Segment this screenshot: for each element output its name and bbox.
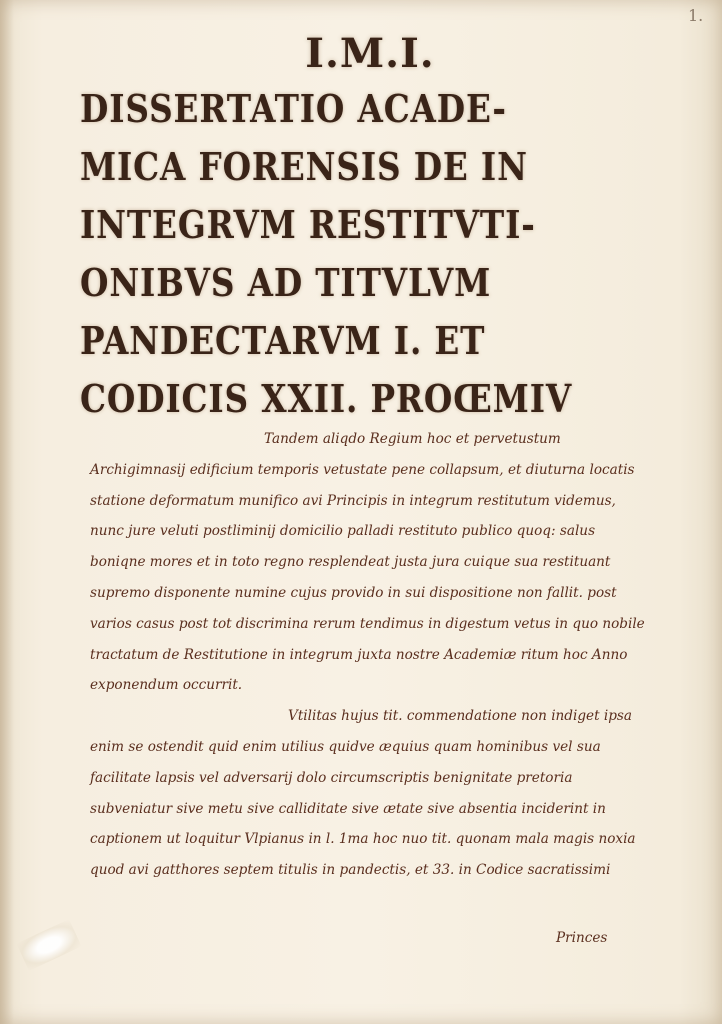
paper-damage	[16, 919, 81, 971]
title-line: ONIBVS AD TITVLVM	[80, 260, 492, 305]
binding-shadow	[0, 0, 14, 1024]
title-line: DISSERTATIO ACADE-	[80, 86, 507, 131]
folio-number: 1.	[688, 6, 704, 25]
body-text	[90, 424, 650, 886]
title-line: PANDECTARVM I. ET	[80, 318, 486, 363]
title-line: INTEGRVM RESTITVTI-	[80, 202, 536, 247]
title-block	[80, 30, 660, 428]
paragraph-prooemium: Tandem aliqdo Regium hoc et pervetustum Archigimnasij edificium temporis vetustate pene collapsum, et diuturna locatis statione deformatum munifico avi Principis in integrum restitutum videmus, nunc jure veluti postliminij domicilio palladi restituto publico quoq: salus boniqne mores et in toto regno resplendeat justa jura cuique sua restituant supremo disponente numine cujus provido in sui dispositione non fallit. post varios casus post tot discrimina rerum tendimus in digestum vetus in quo nobile tractatum de Restitutione in integrum juxta nostre Academiæ ritum hoc Anno exponendum occurrit.	[90, 431, 645, 694]
catchword: Princes	[556, 930, 608, 946]
title-invocation: I.M.I.	[305, 30, 435, 77]
paragraph-utilitas: Vtilitas hujus tit. commendatione non indiget ipsa enim se ostendit quid enim utilius quidve æquius quam hominibus vel sua facilitate lapsis vel adversarij dolo circumscriptis benignitate pretoria subveniatur sive metu sive calliditate sive ætate sive absentia inciderint in captionem ut loquitur Vlpianus in l. 1ma hoc nuo tit. quonam mala magis noxia quod avi gatthores septem titulis in pandectis, et 33. in Codice sacratissimi	[90, 708, 636, 879]
title-line: CODICIS XXII. PROŒMIV	[80, 376, 573, 421]
title-line: MICA FORENSIS DE IN	[80, 144, 528, 189]
